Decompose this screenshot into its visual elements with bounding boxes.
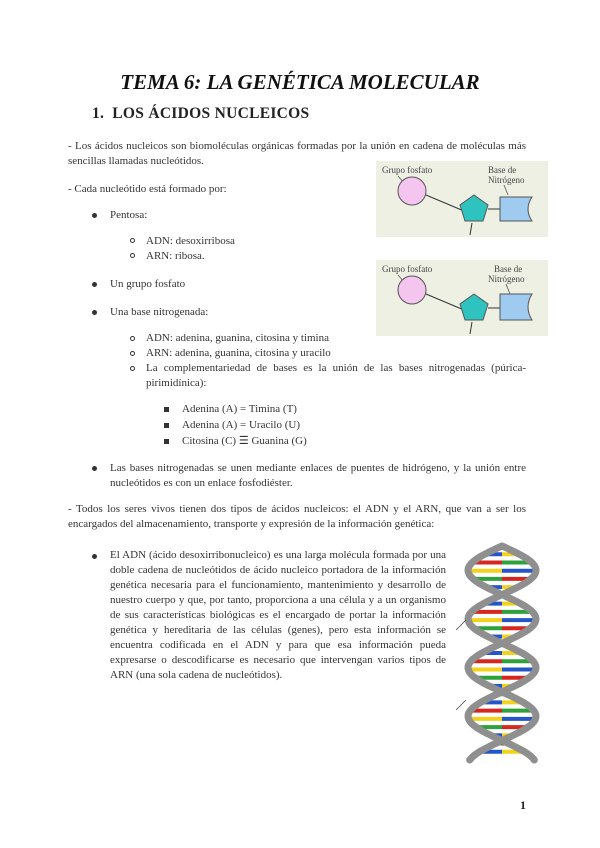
pointer-line [456,620,466,630]
sugar-pentagon [460,294,488,320]
pointer-line [506,284,510,294]
bond-line [426,195,464,211]
complementarity-text: La complementariedad de bases es la unión de las bases nitrogenadas (púrica-pirimidínica): [146,362,526,389]
bullet-dot [92,466,97,471]
fosfato-item: Un grupo fosfato [110,278,186,290]
pentosa-arn: ARN: ribosa. [146,250,205,262]
bond-line [470,223,472,235]
bullet-dot [92,213,97,218]
intro-paragraph: - Los ácidos nucleicos son biomoléculas orgánicas formadas por la unión en cadena de moléculas más sencillas llamadas nucleótidos. [68,140,526,167]
pointer-line [456,700,466,710]
base-label-line2: Nitrógeno [488,274,525,284]
phosphate-label: Grupo fosfato [382,264,433,274]
bullet-circle [130,253,135,258]
base-arn: ARN: adenina, guanina, citosina y uracilo [146,347,331,359]
base-shape [500,197,532,221]
base-adn: ADN: adenina, guanina, citosina y timina [146,332,329,344]
pair-at: Adenina (A) = Timina (T) [182,403,297,415]
nucleotide-diagram-1 [376,161,548,237]
base-label-line2: Nitrógeno [488,175,525,185]
bullet-circle [130,351,135,356]
nucleotide-svg-2 [376,260,548,336]
section-label: LOS ÁCIDOS NUCLEICOS [112,105,310,122]
page-title: TEMA 6: LA GENÉTICA MOLECULAR [120,70,480,94]
bullet-square [164,407,169,412]
bullet-dot [92,282,97,287]
pentosa-adn: ADN: desoxirribosa [146,235,235,247]
two-types-paragraph: - Todos los seres vivos tienen dos tipos de ácidos nucleicos: el ADN y el ARN, que van a ser los encargados del almacenamiento, transporte y expresión de la información genética: [68,503,526,530]
base-shape [500,294,532,320]
dna-helix-svg [452,540,552,765]
nucleotide-svg-1 [376,161,548,237]
pair-au: Adenina (A) = Uracilo (U) [182,419,300,431]
bonds-text: Las bases nitrogenadas se unen mediante enlaces de puentes de hidrógeno, y la unión entre nucleótidos es con un enlace fosfodiéster. [110,462,526,489]
phosphate-circle [398,276,426,304]
bullet-square [164,439,169,444]
bullet-circle [130,336,135,341]
bond-line [470,322,472,334]
pentosa-item: Pentosa: [110,209,148,221]
base-label-line1: Base de [488,165,517,175]
phosphate-circle [398,177,426,205]
sugar-pentagon [460,195,488,221]
bond-line [426,294,464,310]
bullet-square [164,423,169,428]
pair-cg: Citosina (C) ☰ Guanina (G) [182,435,307,447]
page-number: 1 [520,798,526,812]
bullet-dot [92,310,97,315]
pointer-line [504,185,508,195]
adn-paragraph: El ADN (ácido desoxirribonucleico) es una larga molécula formada por una doble cadena de nucleótidos de ácido nucleico portadora de la información genética necesaria para el funcionamiento, mantenimiento y desarrollo de nuestro cuerpo y que, por tanto, proporciona a una célula y a un organismo de sus características biológicas es el encargado de portar la información genética y hereditaria de las células (genes), pero esta información se encuentra codificada en el ADN y para que esa información pueda expresarse o descodificarse es necesario que intervengan varios tipos de ARN (una sola cadena de nucleótidos). [110,549,446,681]
bullet-dot [92,554,97,559]
section-number: 1. [92,105,105,122]
nucleotide-diagram-2 [376,260,548,336]
base-label-line1: Base de [494,264,523,274]
nucleotide-intro: - Cada nucleótido está formado por: [68,183,227,195]
bullet-circle [130,366,135,371]
dna-helix-illustration [452,540,552,765]
bullet-circle [130,238,135,243]
section-heading [92,105,309,123]
base-item: Una base nitrogenada: [110,306,209,318]
phosphate-label: Grupo fosfato [382,165,433,175]
